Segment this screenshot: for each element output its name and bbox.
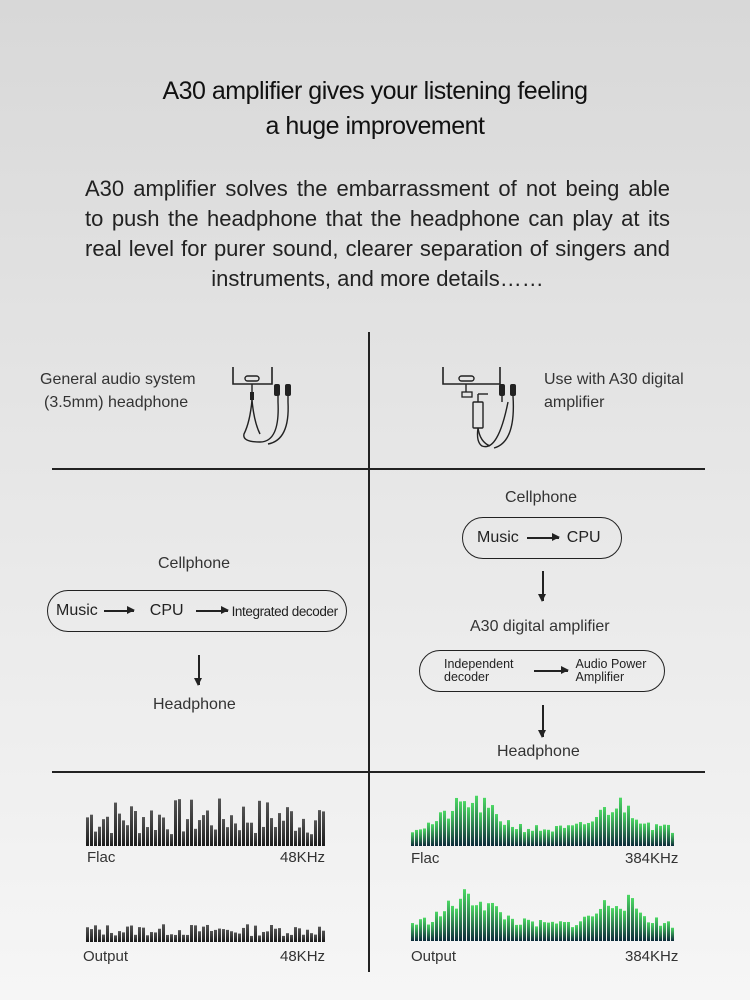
wave-bar <box>254 926 257 942</box>
wave-bar <box>627 806 630 846</box>
wave-bar <box>126 927 129 942</box>
wave-bar <box>126 825 129 846</box>
right-output-waveform <box>411 879 677 941</box>
wave-bar <box>411 832 414 846</box>
wave-bar <box>190 800 193 846</box>
wave-bar <box>511 827 514 846</box>
wave-bar <box>86 927 89 942</box>
wave-bar <box>198 820 201 846</box>
wave-bar <box>631 898 634 941</box>
wave-bar <box>559 826 562 846</box>
wave-bar <box>439 812 442 846</box>
wave-bar <box>471 905 474 941</box>
wave-bar <box>226 827 229 846</box>
wave-bar <box>527 920 530 941</box>
center-divider <box>368 332 370 972</box>
wave-bar <box>555 924 558 941</box>
wave-bar <box>619 798 622 846</box>
wave-bar <box>94 925 97 942</box>
wave-bar <box>571 927 574 941</box>
wave-bar <box>234 933 237 942</box>
wave-bar <box>294 927 297 942</box>
wave-bar <box>483 798 486 846</box>
right-output-rate: 384KHz <box>625 948 679 965</box>
wave-bar <box>435 821 438 846</box>
wave-bar <box>427 823 430 846</box>
wave-bar <box>463 889 466 941</box>
title-line-1: A30 amplifier gives your listening feeling <box>162 77 588 105</box>
wave-bar <box>258 801 261 846</box>
wave-bar <box>138 833 141 846</box>
wave-bar <box>431 922 434 941</box>
wave-bar <box>282 936 285 942</box>
wave-bar <box>667 825 670 846</box>
left-music-label: Music <box>56 602 98 619</box>
wave-bar <box>495 906 498 941</box>
wave-bar <box>158 929 161 942</box>
wave-bar <box>643 916 646 941</box>
wave-bar <box>178 930 181 942</box>
wave-bar <box>194 925 197 942</box>
wave-bar <box>435 912 438 941</box>
wave-bar <box>102 935 105 942</box>
left-output-waveform <box>86 922 326 942</box>
wave-bar <box>483 910 486 941</box>
wave-bar <box>507 820 510 846</box>
page-title <box>0 74 750 144</box>
wave-bar <box>463 801 466 846</box>
wave-bar <box>671 928 674 941</box>
wave-bar <box>487 808 490 846</box>
wave-bar <box>146 935 149 942</box>
wave-bar <box>310 834 313 846</box>
wave-bar <box>206 925 209 942</box>
wave-bar <box>671 833 674 846</box>
wave-bar <box>258 935 261 942</box>
wave-bar <box>455 798 458 846</box>
wave-bar <box>202 815 205 846</box>
wave-bar <box>531 921 534 941</box>
wave-bar <box>415 830 418 846</box>
wave-bar <box>627 895 630 941</box>
wave-bar <box>278 813 281 846</box>
wave-bar <box>575 824 578 846</box>
wave-bar <box>591 821 594 846</box>
wave-bar <box>591 916 594 941</box>
wave-bar <box>266 802 269 846</box>
wave-bar <box>242 928 245 942</box>
wave-bar <box>507 916 510 941</box>
power-amplifier-label: Audio Power Amplifier <box>575 657 647 684</box>
wave-bar <box>210 931 213 942</box>
wave-bar <box>306 930 309 942</box>
wave-bar <box>503 919 506 941</box>
wave-bar <box>86 817 89 846</box>
wave-bar <box>415 925 418 941</box>
title-line-2: a huge improvement <box>265 112 485 140</box>
wave-bar <box>543 829 546 846</box>
left-cellphone-label: Cellphone <box>158 555 231 572</box>
wave-bar <box>583 824 586 846</box>
wave-bar <box>178 799 181 846</box>
wave-bar <box>667 921 670 941</box>
right-music-label: Music <box>477 529 519 546</box>
amp-title-label: A30 digital amplifier <box>470 618 610 635</box>
wave-bar <box>519 824 522 846</box>
wave-bar <box>110 833 113 846</box>
wave-bar <box>619 909 622 941</box>
wave-bar <box>170 934 173 942</box>
wave-bar <box>559 921 562 941</box>
wave-bar <box>587 916 590 941</box>
wave-bar <box>250 823 253 846</box>
wave-bar <box>479 902 482 941</box>
wave-bar <box>122 820 125 846</box>
wave-bar <box>154 932 157 942</box>
wave-bar <box>142 817 145 846</box>
intro-paragraph: A30 amplifier solves the embarrassment of not being able to push the headphone that the headphone can play at its real level for purer sound, clearer separation of singers and instruments, and more details…… <box>85 176 670 291</box>
left-arrow-2 <box>196 610 228 612</box>
wave-bar <box>286 807 289 846</box>
wave-bar <box>607 815 610 846</box>
wave-bar <box>250 936 253 942</box>
wave-bar <box>98 827 101 846</box>
wave-bar <box>531 831 534 846</box>
phone-amplifier-headphone-icon <box>438 362 528 457</box>
phone-headphone-icon <box>230 362 300 452</box>
wave-bar <box>298 928 301 942</box>
wave-bar <box>651 830 654 846</box>
wave-bar <box>318 927 321 942</box>
wave-bar <box>198 931 201 942</box>
wave-bar <box>551 832 554 846</box>
right-flac-rate: 384KHz <box>625 850 679 867</box>
wave-bar <box>210 825 213 846</box>
wave-bar <box>242 807 245 846</box>
wave-bar <box>262 932 265 942</box>
wave-bar <box>491 805 494 846</box>
wave-bar <box>467 894 470 941</box>
wave-bar <box>314 820 317 846</box>
wave-bar <box>238 934 241 942</box>
wave-bar <box>166 829 169 846</box>
wave-bar <box>479 812 482 846</box>
wave-bar <box>419 919 422 941</box>
amp-arrow <box>534 670 568 672</box>
wave-bar <box>98 930 101 942</box>
wave-bar <box>222 819 225 846</box>
wave-bar <box>118 814 121 846</box>
wave-bar <box>643 824 646 846</box>
wave-bar <box>194 829 197 846</box>
row-divider-2 <box>52 771 705 773</box>
wave-bar <box>567 825 570 846</box>
wave-bar <box>475 905 478 941</box>
wave-bar <box>623 812 626 846</box>
wave-bar <box>302 819 305 846</box>
wave-bar <box>615 906 618 941</box>
left-headphone-label: Headphone <box>153 696 236 713</box>
left-flac-waveform <box>86 796 326 846</box>
wave-bar <box>635 820 638 846</box>
wave-bar <box>138 927 141 942</box>
wave-bar <box>491 903 494 941</box>
wave-bar <box>266 931 269 942</box>
wave-bar <box>286 933 289 942</box>
wave-bar <box>527 829 530 846</box>
wave-bar <box>130 806 133 846</box>
wave-bar <box>214 930 217 942</box>
wave-bar <box>162 924 165 942</box>
wave-bar <box>595 914 598 941</box>
wave-bar <box>611 908 614 941</box>
wave-bar <box>535 926 538 941</box>
wave-bar <box>447 819 450 846</box>
wave-bar <box>234 823 237 846</box>
left-decoder-label: Integrated decoder <box>231 603 338 619</box>
wave-bar <box>142 928 145 942</box>
wave-bar <box>226 930 229 942</box>
right-device-label: Use with A30 digital amplifier <box>544 371 684 411</box>
left-flac-label: Flac <box>87 849 116 866</box>
wave-bar <box>519 925 522 941</box>
wave-bar <box>158 815 161 846</box>
wave-bar <box>298 827 301 846</box>
wave-bar <box>639 824 642 846</box>
left-cpu-label: CPU <box>149 602 184 619</box>
wave-bar <box>154 830 157 846</box>
right-output-label: Output <box>411 948 457 965</box>
wave-bar <box>515 829 518 846</box>
wave-bar <box>567 922 570 941</box>
wave-bar <box>503 825 506 846</box>
wave-bar <box>146 827 149 846</box>
wave-bar <box>94 832 97 846</box>
wave-bar <box>583 917 586 941</box>
wave-bar <box>427 925 430 941</box>
wave-bar <box>603 900 606 941</box>
wave-bar <box>623 911 626 941</box>
wave-bar <box>310 933 313 942</box>
wave-bar <box>170 834 173 846</box>
wave-bar <box>439 916 442 941</box>
wave-bar <box>318 810 321 846</box>
wave-bar <box>579 822 582 846</box>
left-arrow-down <box>198 655 200 685</box>
wave-bar <box>174 800 177 846</box>
wave-bar <box>130 926 133 942</box>
wave-bar <box>547 923 550 941</box>
wave-bar <box>611 812 614 846</box>
wave-bar <box>651 923 654 941</box>
wave-bar <box>186 819 189 846</box>
wave-bar <box>218 929 221 942</box>
wave-bar <box>647 823 650 846</box>
wave-bar <box>599 810 602 846</box>
wave-bar <box>431 824 434 846</box>
wave-bar <box>423 918 426 941</box>
wave-bar <box>150 810 153 846</box>
wave-bar <box>106 817 109 846</box>
wave-bar <box>539 831 542 846</box>
wave-bar <box>274 929 277 942</box>
wave-bar <box>659 926 662 941</box>
wave-bar <box>102 819 105 846</box>
wave-bar <box>487 903 490 941</box>
wave-bar <box>511 919 514 941</box>
wave-bar <box>322 811 325 846</box>
wave-bar <box>411 923 414 941</box>
wave-bar <box>535 825 538 846</box>
wave-bar <box>563 922 566 941</box>
wave-bar <box>282 821 285 846</box>
wave-bar <box>499 912 502 941</box>
wave-bar <box>607 906 610 941</box>
wave-bar <box>122 932 125 942</box>
wave-bar <box>106 925 109 942</box>
wave-bar <box>655 917 658 941</box>
wave-bar <box>134 935 137 942</box>
wave-bar <box>523 918 526 941</box>
amp-signal-path <box>419 650 665 692</box>
wave-bar <box>206 810 209 846</box>
wave-bar <box>214 830 217 846</box>
wave-bar <box>246 823 249 846</box>
right-flac-waveform <box>411 784 677 846</box>
wave-bar <box>523 832 526 846</box>
left-signal-path <box>47 590 347 632</box>
wave-bar <box>222 929 225 942</box>
wave-bar <box>322 931 325 942</box>
wave-bar <box>447 901 450 941</box>
wave-bar <box>475 796 478 846</box>
independent-decoder-label: Independent decoder <box>444 657 514 684</box>
wave-bar <box>459 899 462 941</box>
wave-bar <box>635 909 638 941</box>
wave-bar <box>270 818 273 846</box>
wave-bar <box>238 830 241 846</box>
wave-bar <box>647 922 650 941</box>
wave-bar <box>547 830 550 846</box>
wave-bar <box>134 811 137 846</box>
wave-bar <box>551 922 554 941</box>
wave-bar <box>90 929 93 942</box>
right-arrow-down-1 <box>542 571 544 601</box>
wave-bar <box>246 924 249 942</box>
wave-bar <box>162 817 165 846</box>
wave-bar <box>114 803 117 846</box>
left-output-rate: 48KHz <box>280 948 326 965</box>
right-headphone-label: Headphone <box>497 743 580 760</box>
wave-bar <box>306 833 309 846</box>
wave-bar <box>294 831 297 846</box>
wave-bar <box>314 935 317 942</box>
left-device-label: General audio system (3.5mm) headphone <box>40 371 196 411</box>
wave-bar <box>631 818 634 846</box>
wave-bar <box>499 821 502 846</box>
wave-bar <box>443 911 446 941</box>
wave-bar <box>471 803 474 846</box>
wave-bar <box>110 933 113 942</box>
wave-bar <box>186 935 189 942</box>
wave-bar <box>495 814 498 846</box>
wave-bar <box>451 811 454 846</box>
wave-bar <box>290 811 293 846</box>
wave-bar <box>599 909 602 941</box>
wave-bar <box>150 932 153 942</box>
wave-bar <box>302 935 305 942</box>
wave-bar <box>655 824 658 846</box>
right-signal-path <box>462 517 622 559</box>
wave-bar <box>274 827 277 846</box>
row-divider-1 <box>52 468 705 470</box>
wave-bar <box>467 807 470 846</box>
wave-bar <box>190 925 193 942</box>
wave-bar <box>230 931 233 942</box>
wave-bar <box>563 828 566 846</box>
right-cellphone-label: Cellphone <box>505 489 578 506</box>
wave-bar <box>595 817 598 846</box>
wave-bar <box>539 920 542 941</box>
wave-bar <box>270 925 273 942</box>
wave-bar <box>230 815 233 846</box>
left-output-label: Output <box>83 948 129 965</box>
wave-bar <box>202 927 205 942</box>
wave-bar <box>663 825 666 846</box>
wave-bar <box>571 825 574 846</box>
wave-bar <box>639 913 642 941</box>
left-arrow-1 <box>104 610 134 612</box>
wave-bar <box>459 801 462 846</box>
wave-bar <box>423 828 426 846</box>
wave-bar <box>575 925 578 941</box>
wave-bar <box>182 935 185 942</box>
wave-bar <box>290 935 293 942</box>
wave-bar <box>278 928 281 942</box>
wave-bar <box>90 815 93 846</box>
wave-bar <box>254 833 257 846</box>
wave-bar <box>603 807 606 846</box>
right-arrow-down-2 <box>542 705 544 737</box>
wave-bar <box>555 826 558 846</box>
wave-bar <box>455 909 458 941</box>
right-arrow-1 <box>527 537 559 539</box>
wave-bar <box>182 831 185 846</box>
wave-bar <box>218 799 221 846</box>
wave-bar <box>419 829 422 846</box>
right-cpu-label: CPU <box>566 529 601 546</box>
wave-bar <box>663 923 666 941</box>
wave-bar <box>114 935 117 942</box>
wave-bar <box>443 811 446 846</box>
wave-bar <box>262 827 265 846</box>
wave-bar <box>543 922 546 941</box>
wave-bar <box>451 906 454 941</box>
wave-bar <box>515 925 518 941</box>
wave-bar <box>615 809 618 846</box>
left-flac-rate: 48KHz <box>280 849 326 866</box>
wave-bar <box>587 823 590 846</box>
wave-bar <box>166 935 169 942</box>
right-flac-label: Flac <box>411 850 440 867</box>
wave-bar <box>579 921 582 941</box>
wave-bar <box>174 935 177 942</box>
wave-bar <box>118 931 121 942</box>
wave-bar <box>659 826 662 846</box>
